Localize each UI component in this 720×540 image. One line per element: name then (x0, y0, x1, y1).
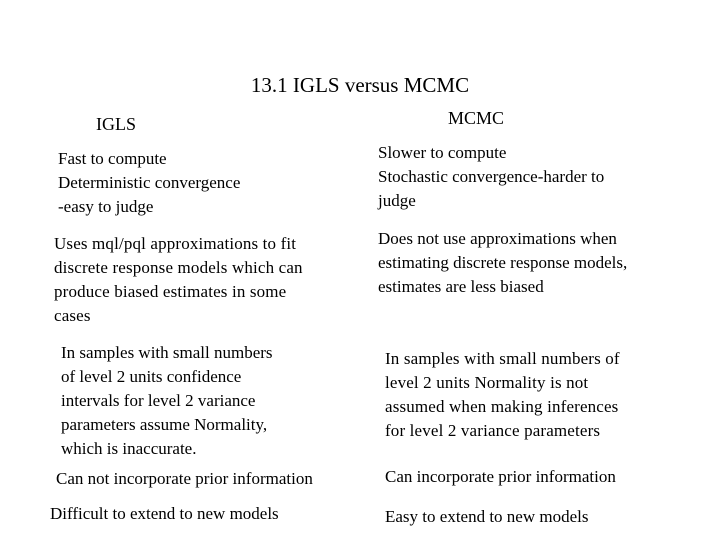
mcmc-row-prior-information: Can incorporate prior information (385, 467, 616, 486)
slide-title: 13.1 IGLS versus MCMC (250, 73, 470, 97)
igls-row-prior-information: Can not incorporate prior information (56, 469, 313, 488)
mcmc-row-extensibility: Easy to extend to new models (385, 507, 589, 526)
mcmc-row-approximations: Does not use approximations when estimating discrete response models, estimates are less biased (378, 229, 628, 296)
mcmc-row-speed-convergence: Slower to compute Stochastic convergence-harder to judge (378, 143, 605, 210)
mcmc-column-header: MCMC (448, 108, 505, 128)
igls-row-speed-convergence: Fast to compute Deterministic convergence -easy to judge (58, 149, 241, 216)
igls-row-extensibility: Difficult to extend to new models (50, 504, 279, 523)
igls-column-header: IGLS (96, 114, 136, 134)
igls-row-normality: In samples with small numbers of level 2 units confidence intervals for level 2 variance parameters assume Normality, which is inaccurate. (61, 343, 273, 458)
igls-row-approximations: Uses mql/pql approximations to fit discrete response models which can produce biased estimates in some cases (54, 234, 303, 325)
mcmc-row-normality: In samples with small numbers of level 2 units Normality is not assumed when making inferences for level 2 variance parameters (385, 349, 620, 440)
